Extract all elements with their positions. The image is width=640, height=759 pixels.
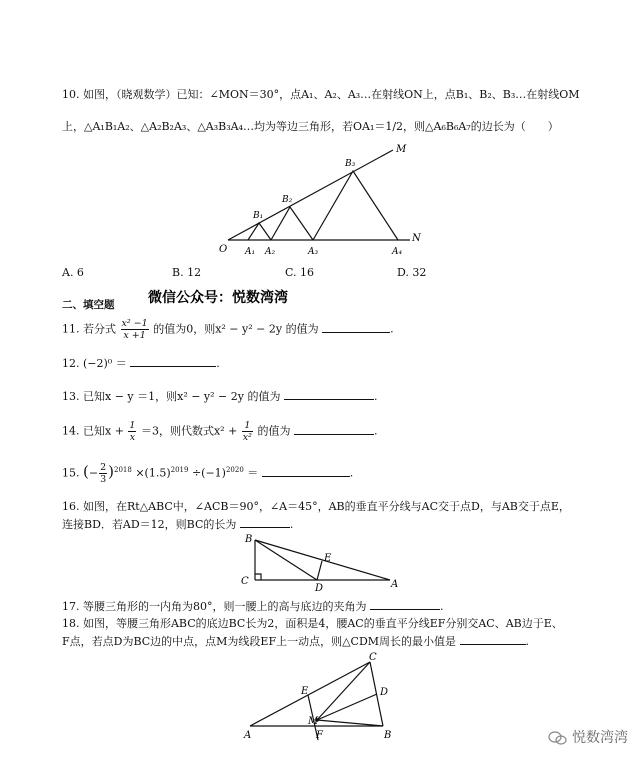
q15-paren-close: ) xyxy=(108,462,114,481)
q15-fraction-num: 2 xyxy=(100,462,107,473)
q10-line2: 上，△A₁B₁A₂、△A₂B₂A₃、△A₃B₃A₄…均为等边三角形，若OA₁＝1/2，则△A₆B₆A₇的边长为（ ） xyxy=(62,120,559,133)
logo-text: 悦数湾湾 xyxy=(572,730,628,746)
label-a2: A₂ xyxy=(265,247,276,257)
side-ab xyxy=(255,540,390,580)
q14-prefix: 14. 已知x + xyxy=(62,424,124,438)
label-e: E xyxy=(301,686,309,697)
right-angle-mark xyxy=(255,574,261,580)
label-a: A xyxy=(391,579,399,590)
label-c: C xyxy=(241,576,249,587)
label-o: O xyxy=(219,244,228,255)
q15-prefix: 15. xyxy=(62,466,80,480)
q10-figure xyxy=(215,144,430,264)
q14-answer-blank[interactable] xyxy=(294,424,374,435)
triangle-1 xyxy=(248,223,271,240)
q15-mid: ×(1.5) xyxy=(135,466,171,480)
segment-cm xyxy=(317,662,370,720)
q15-fraction xyxy=(99,462,107,485)
q14-fraction-1 xyxy=(128,420,136,443)
q11-answer-blank[interactable] xyxy=(322,322,390,333)
q11-prefix: 11. 若分式 xyxy=(62,322,116,336)
q18-line2: F点，若点D为BC边的中点，点M为线段EF上一动点，则△CDM周长的最小值是 . xyxy=(62,635,530,648)
q14-fraction-2-num: 1 xyxy=(242,420,253,432)
q18-figure xyxy=(238,650,408,745)
q12-text: 12. (−2)⁰ ＝ xyxy=(62,357,127,370)
label-b1: B₁ xyxy=(253,211,264,221)
q15-minus: − xyxy=(88,466,99,480)
q13: 13. 已知x − y ＝1，则x² − y² − 2y 的值为 . xyxy=(62,390,378,403)
wechat-icon xyxy=(548,731,568,745)
segment-mb xyxy=(317,720,383,726)
q14-fraction-1-num: 1 xyxy=(129,420,136,431)
label-e: E xyxy=(324,553,332,564)
q10-option-d[interactable]: D. 32 xyxy=(397,266,427,279)
q15-answer-blank[interactable] xyxy=(262,466,350,477)
label-c: C xyxy=(369,652,377,663)
watermark-text: 微信公众号：悦数湾湾 xyxy=(148,290,288,306)
q15-paren-open: ( xyxy=(83,462,89,481)
label-b3: B₃ xyxy=(345,159,356,169)
q10-option-a[interactable]: A. 6 xyxy=(62,266,84,279)
q13-text: 13. 已知x − y ＝1，则x² − y² − 2y 的值为 xyxy=(62,390,281,403)
q11-numerator: x² −1 xyxy=(121,318,148,329)
q16-line2: 连接BD．若AD＝12，则BC的长为 . xyxy=(62,518,294,531)
q15-fraction-den: 3 xyxy=(100,474,107,485)
q15-mid2: ÷(−1) xyxy=(191,466,226,480)
segment-md xyxy=(317,694,377,720)
label-b: B xyxy=(245,534,253,545)
label-b: B xyxy=(384,730,392,741)
q14-fraction-2-den: x² xyxy=(242,432,252,443)
q15-exp2: 2019 xyxy=(170,465,189,474)
q16-figure xyxy=(235,534,405,594)
label-a1: A₁ xyxy=(245,247,256,257)
q18-line1: 18. 如图，等腰三角形ABC的底边BC长为2，面积是4，腰AC的垂直平分线EF分别交AC、AB边于E、 xyxy=(62,617,563,630)
q16-answer-blank[interactable] xyxy=(240,517,290,528)
triangle-3 xyxy=(313,171,398,240)
section-title: 二、填空题 xyxy=(62,299,115,311)
triangle-2 xyxy=(271,207,313,240)
q10-option-b[interactable]: B. 12 xyxy=(172,266,202,279)
label-a3: A₃ xyxy=(308,247,319,257)
q11-denominator: x +1 xyxy=(123,330,146,341)
label-m: M xyxy=(308,716,319,727)
segment-bd xyxy=(255,540,317,580)
q15-equals: ＝ xyxy=(247,466,259,480)
q14-suffix: 的值为 xyxy=(257,424,291,438)
q12: 12. (−2)⁰ ＝ . xyxy=(62,357,220,370)
q10-line1: 10. 如图，（晓观数学）已知：∠MON＝30°，点A₁、A₂、A₃…在射线ON上，点B₁、B₂、B₃…在射线OM xyxy=(62,88,580,101)
q11-suffix: 的值为0，则x² − y² − 2y 的值为 xyxy=(153,322,319,336)
q14-fraction-2 xyxy=(242,420,253,443)
label-d: D xyxy=(380,687,389,698)
label-b2: B₂ xyxy=(282,195,293,205)
label-m: M xyxy=(396,144,407,155)
q15-exp1: 2018 xyxy=(113,465,132,474)
label-a: A xyxy=(244,730,252,741)
label-d: D xyxy=(315,583,324,594)
q12-answer-blank[interactable] xyxy=(130,356,216,367)
q18-answer-blank[interactable] xyxy=(460,634,526,645)
q14: 14. 已知x + $\frac{1}{x}$ ＝3，则代数式x² + $\frac{1}{\text{x²}}$ 的值为 . xyxy=(62,420,378,443)
q11-fraction xyxy=(121,318,149,341)
q11: 11. 若分式 $\frac{\text{x² −1}}{x +1}$ 的值为0，则x² − y² − 2y 的值为 . xyxy=(62,318,394,341)
account-logo xyxy=(548,727,628,747)
q15: 15. (− $\frac{2}{3}$ )$^{2018} \times(1.5)^{2019} \div(-1)^{2020}$ ＝ . xyxy=(62,462,354,485)
q17-answer-blank[interactable] xyxy=(370,599,440,610)
q10-option-c[interactable]: C. 16 xyxy=(285,266,315,279)
q13-answer-blank[interactable] xyxy=(284,389,374,400)
q15-exp3: 2020 xyxy=(225,465,244,474)
q17-text: 17. 等腰三角形的一内角为80°，则一腰上的高与底边的夹角为 xyxy=(62,600,367,613)
q16-line1: 16. 如图，在Rt△ABC中，∠ACB＝90°，∠A＝45°，AB的垂直平分线与AC交于点D，与AB交于点E， xyxy=(62,500,570,513)
q16-line2-text: 连接BD．若AD＝12，则BC的长为 xyxy=(62,518,237,531)
label-a4: A₄ xyxy=(392,247,403,257)
q17: 17. 等腰三角形的一内角为80°，则一腰上的高与底边的夹角为 . xyxy=(62,600,444,613)
label-f: F xyxy=(316,730,323,741)
q18-line2-text: F点，若点D为BC边的中点，点M为线段EF上一动点，则△CDM周长的最小值是 xyxy=(62,635,457,648)
q14-middle: ＝3，则代数式x² + xyxy=(140,424,238,438)
label-n: N xyxy=(412,233,421,244)
q14-fraction-1-den: x xyxy=(129,432,136,443)
perp-bisector-de xyxy=(317,561,322,580)
